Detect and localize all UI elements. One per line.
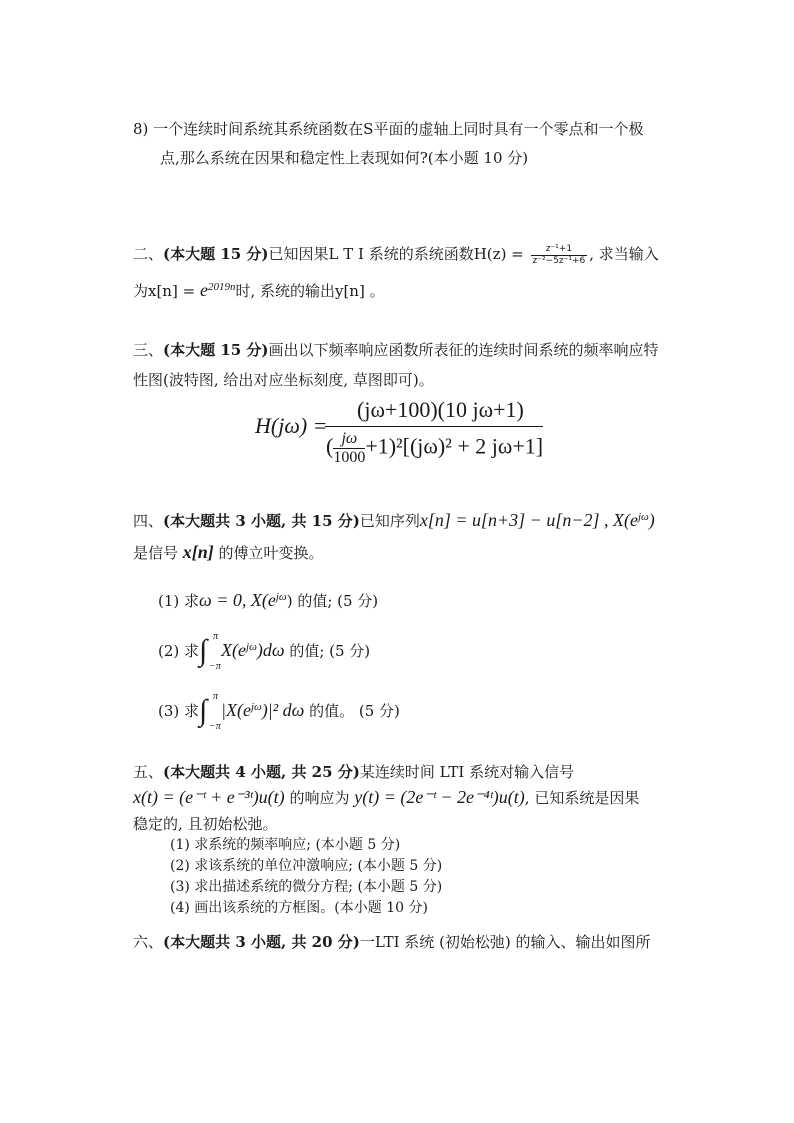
signal-symbol: x[n] bbox=[182, 542, 214, 562]
problem-3-score: (本大题 15 分) bbox=[163, 341, 269, 359]
sub3-end: 的值。 (5 分) bbox=[304, 702, 400, 720]
problem-6-line1 bbox=[133, 931, 651, 953]
sub2-sup: jω bbox=[246, 641, 257, 653]
problem-5-score: (本大题共 4 小题, 共 25 分) bbox=[163, 763, 360, 781]
problem-5-end: , 已知系统是因果 bbox=[524, 789, 640, 807]
q8-line2: 点,那么系统在因果和稳定性上表现如何?(本小题 10 分) bbox=[160, 149, 529, 167]
sub1-end: ) 的值; (5 分) bbox=[286, 592, 379, 610]
transfer-function-denominator bbox=[326, 430, 543, 467]
problem-4-line2-b: 的傅立叶变换。 bbox=[213, 544, 324, 562]
problem-5-sub2: (2) 求该系统的单位冲激响应; (本小题 5 分) bbox=[170, 858, 443, 874]
problem-5-sub1: (1) 求系统的频率响应; (本小题 5 分) bbox=[170, 837, 401, 853]
sub2-math: X(e bbox=[221, 640, 247, 660]
problem-4-sub3 bbox=[158, 691, 400, 736]
problem-6-score: (本大题共 3 小题, 共 20 分) bbox=[163, 933, 360, 951]
paren-open: ( bbox=[326, 433, 334, 459]
problem-5-sub3: (3) 求出描述系统的微分方程; (本小题 5 分) bbox=[170, 879, 443, 895]
problem-4-sub2 bbox=[158, 631, 371, 676]
problem-3-text: 画出以下频率响应函数所表征的连续时间系统的频率响应特 bbox=[268, 341, 659, 359]
integral-sign: ∫ π −π bbox=[199, 696, 221, 722]
sequence-close: ) bbox=[648, 510, 655, 530]
denominator-rest: +1)²[(jω)² + 2 jω+1] bbox=[365, 433, 544, 459]
inner-fraction bbox=[333, 430, 365, 467]
problem-5-mid: 的响应为 bbox=[284, 789, 355, 807]
problem-5-line3: 稳定的, 且初始松弛。 bbox=[133, 815, 278, 833]
sub2-end: 的值; (5 分) bbox=[284, 642, 371, 660]
sequence-sup: jω bbox=[637, 511, 649, 523]
integral-lower-limit: −π bbox=[209, 721, 221, 732]
inner-fraction-denominator: 1000 bbox=[333, 449, 366, 466]
problem-2-score: (本大题 15 分) bbox=[163, 245, 269, 263]
problem-6-prefix: 六、 bbox=[133, 933, 164, 951]
transfer-function-numerator: (jω+100)(10 jω+1) bbox=[357, 397, 524, 422]
sub3-math2: )|² dω bbox=[261, 700, 305, 720]
fraction-denominator: z⁻²−5z⁻¹+6 bbox=[532, 255, 586, 266]
problem-4-line2-a: 是信号 bbox=[133, 544, 183, 562]
transfer-function-lhs: H(jω) = bbox=[255, 413, 328, 438]
sub1-label: (1) 求 bbox=[158, 592, 200, 610]
problem-2-text: 已知因果L T I 系统的系统函数H(z) = bbox=[268, 245, 529, 263]
problem-3-prefix: 三、 bbox=[133, 341, 164, 359]
input-signal: x(t) = (e⁻ᵗ + e⁻³ᵗ)u(t) bbox=[133, 787, 285, 807]
sub2-label: (2) 求 bbox=[158, 642, 200, 660]
integral-upper-limit: π bbox=[213, 691, 219, 702]
problem-5-line2 bbox=[133, 786, 639, 809]
sub3-math: |X(e bbox=[221, 700, 251, 720]
inner-fraction-numerator: jω bbox=[333, 430, 365, 449]
problem-5-line1 bbox=[133, 761, 574, 783]
problem-2-input-label: 为x[n] = bbox=[133, 282, 200, 300]
sub1-math: ω = 0, X(e bbox=[199, 590, 276, 610]
sequence-definition: x[n] = u[n+3] − u[n−2] , X(e bbox=[419, 510, 638, 530]
problem-5-prefix: 五、 bbox=[133, 763, 164, 781]
integral-sign: ∫ π −π bbox=[199, 636, 221, 662]
integral-lower-limit: −π bbox=[209, 661, 221, 672]
problem-2-system-fraction bbox=[531, 244, 588, 267]
integral-upper-limit: π bbox=[213, 631, 219, 642]
fraction-numerator: z⁻¹+1 bbox=[531, 244, 588, 256]
problem-5-text: 某连续时间 LTI 系统对输入信号 bbox=[359, 763, 575, 781]
problem-2-line1 bbox=[133, 243, 659, 267]
sub2-math2: )dω bbox=[256, 640, 285, 660]
sub3-label: (3) 求 bbox=[158, 702, 200, 720]
output-signal: y(t) = (2e⁻ᵗ − 2e⁻⁴ᵗ)u(t) bbox=[354, 787, 525, 807]
problem-4-prefix: 四、 bbox=[133, 512, 164, 530]
problem-4-line2 bbox=[133, 541, 324, 564]
problem-5-sub4: (4) 画出该系统的方框图。(本小题 10 分) bbox=[170, 900, 428, 916]
q8-line1: 8) 一个连续时间系统其系统函数在S平面的虚轴上同时具有一个零点和一个极 bbox=[133, 120, 644, 138]
problem-4-sub1 bbox=[158, 586, 378, 612]
sub3-sup: jω bbox=[250, 701, 262, 713]
fraction-bar bbox=[325, 426, 543, 427]
problem-2-prefix: 二、 bbox=[133, 245, 164, 263]
exponent-power: 2019n bbox=[207, 281, 236, 293]
problem-3-line1 bbox=[133, 339, 659, 361]
problem-3-line2: 性图(波特图, 给出对应坐标刻度, 草图即可)。 bbox=[133, 371, 434, 389]
problem-2-output-text: 时, 系统的输出y[n] 。 bbox=[235, 282, 385, 300]
problem-2-line2 bbox=[133, 276, 385, 302]
problem-6-text: 一LTI 系统 (初始松弛) 的输入、输出如图所 bbox=[359, 933, 651, 951]
problem-4-score: (本大题共 3 小题, 共 15 分) bbox=[163, 512, 360, 530]
sub1-sup: jω bbox=[275, 591, 287, 603]
problem-4-line1 bbox=[133, 506, 655, 532]
problem-2-text-end: , 求当输入 bbox=[589, 245, 659, 263]
exponent-base: e bbox=[199, 280, 208, 300]
problem-4-text: 已知序列 bbox=[359, 512, 420, 530]
